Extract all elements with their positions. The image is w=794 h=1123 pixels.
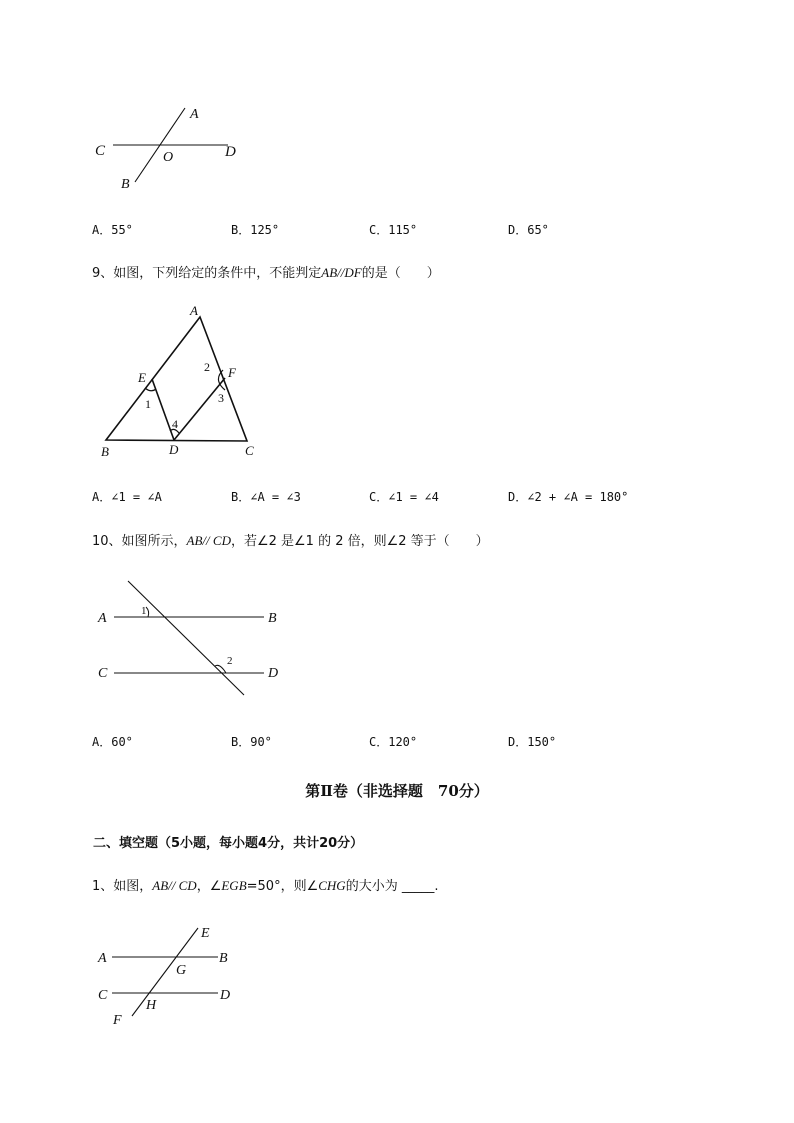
fill1-prefix: 1、如图， [92, 879, 153, 894]
fill1-eq: =50°，则∠ [246, 879, 319, 894]
q8-figure [85, 100, 255, 200]
fill1-stem [92, 875, 438, 894]
q9-option-a: A．∠1 = ∠A [92, 490, 162, 504]
q9-option-c: C．∠1 = ∠4 [369, 490, 439, 504]
q8-option-a: A．55° [92, 223, 133, 237]
label-2: 2 [204, 360, 210, 374]
label-d: D [220, 988, 231, 1003]
q9-stem-math: AB//DF [321, 265, 362, 280]
label-a: A [98, 951, 107, 966]
q10-stem-prefix: 10、如图所示， [92, 534, 187, 549]
label-c: C [98, 988, 108, 1003]
label-g: G [176, 963, 187, 978]
label-b: B [101, 444, 109, 459]
q10-stem [92, 530, 489, 549]
q9-stem-prefix: 9、如图，下列给定的条件中，不能判定 [92, 266, 322, 281]
q9-option-d: D．∠2 + ∠A = 180° [508, 490, 629, 504]
label-a: A [190, 107, 199, 122]
section-title: 第Ⅱ卷（非选择题 70分） [305, 782, 489, 800]
q10-option-b: B．90° [231, 735, 272, 749]
label-f: F [113, 1013, 122, 1028]
label-b: B [121, 177, 130, 192]
label-c: C [98, 666, 108, 681]
fill1-math2: EGB [221, 878, 247, 893]
q8-option-b: B．125° [231, 223, 280, 237]
angle-mark-1 [145, 388, 156, 391]
fill1-math1: AB// CD [152, 878, 197, 893]
label-c: C [245, 443, 254, 458]
label-f: F [228, 365, 236, 380]
label-4: 4 [172, 417, 178, 431]
label-o: O [163, 150, 174, 165]
label-b: B [268, 611, 277, 626]
label-2: 2 [227, 655, 233, 667]
label-1: 1 [145, 397, 151, 411]
label-3: 3 [218, 391, 224, 405]
label-a: A [190, 303, 198, 318]
fill1-mid: ，∠ [196, 879, 222, 894]
fill1-figure [92, 920, 252, 1030]
fill1-math3: CHG [318, 878, 346, 893]
q9-option-b: B．∠A = ∠3 [231, 490, 301, 504]
label-1: 1 [141, 605, 147, 617]
label-d: D [268, 666, 279, 681]
q9-figure [95, 300, 265, 465]
q10-option-a: A．60° [92, 735, 133, 749]
label-a: A [98, 611, 107, 626]
q10-stem-math: AB// CD [186, 533, 231, 548]
transversal [128, 581, 244, 695]
label-b: B [219, 951, 228, 966]
q10-stem-suffix: ，若∠2 是∠1 的 2 倍，则∠2 等于（ ） [230, 534, 489, 549]
q10-figure [92, 575, 297, 700]
label-d: D [225, 144, 236, 160]
line-ef [132, 928, 198, 1016]
part-two-title: 二、填空题（5小题，每小题4分，共计20分） [93, 836, 364, 851]
q9-stem [92, 262, 440, 281]
fill1-suffix: 的大小为 _____. [345, 879, 439, 894]
q9-stem-suffix: 的是（ ） [361, 266, 440, 281]
label-c: C [95, 143, 106, 159]
q10-option-c: C．120° [369, 735, 418, 749]
label-d: D [169, 442, 179, 457]
q8-option-d: D．65° [508, 223, 549, 237]
q10-option-d: D．150° [508, 735, 557, 749]
label-e: E [201, 926, 210, 941]
segment-df [174, 378, 225, 440]
label-e: E [138, 370, 146, 385]
label-h: H [146, 998, 157, 1013]
q8-option-c: C．115° [369, 223, 418, 237]
